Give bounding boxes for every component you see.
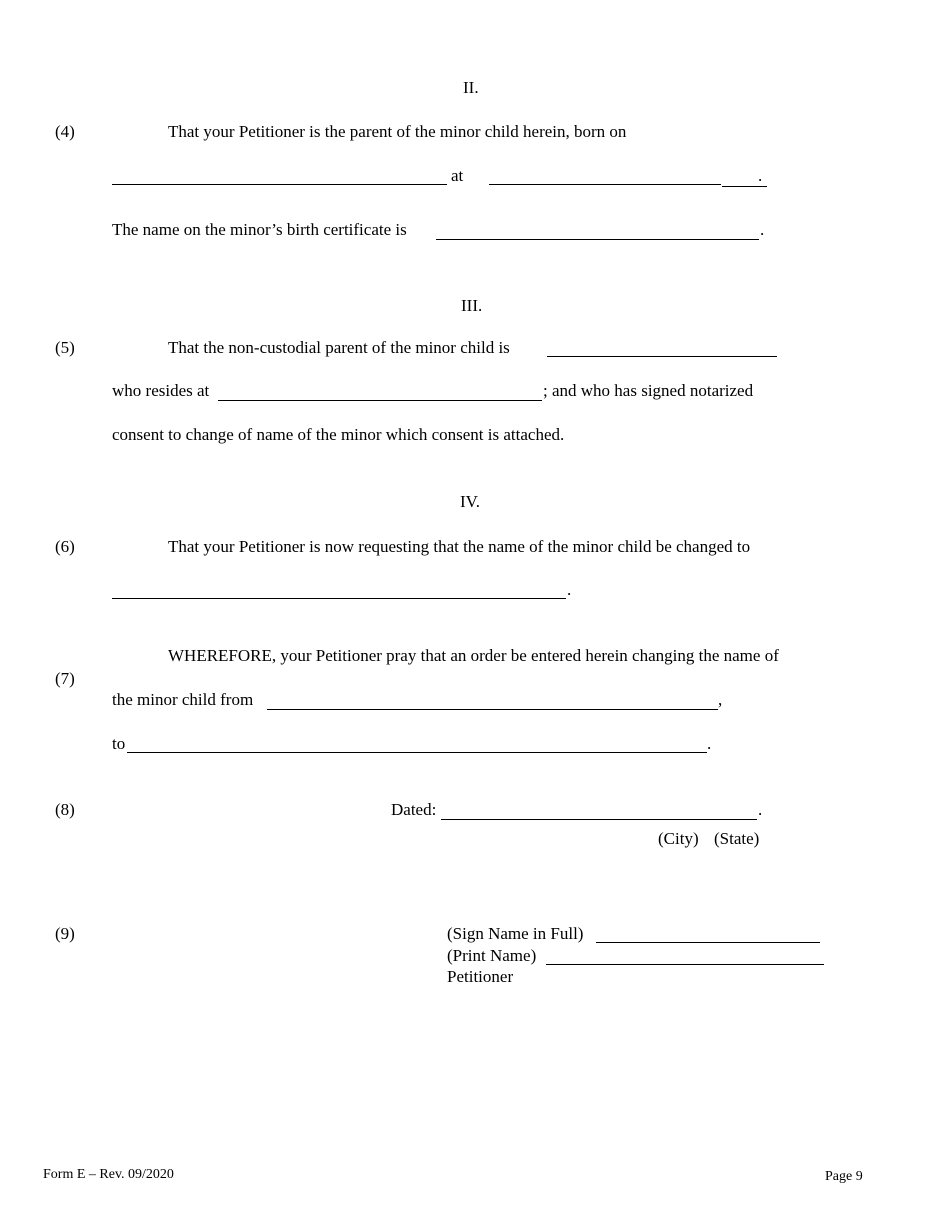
consent-text: consent to change of name of the minor which consent is attached.: [112, 425, 565, 444]
new-name-field[interactable]: [127, 752, 707, 753]
change-to-label: to: [112, 734, 126, 753]
resides-label: who resides at: [112, 381, 210, 400]
change-from-label: the minor child from: [112, 690, 254, 709]
petitioner-label: Petitioner: [447, 967, 514, 986]
new-name-period: .: [707, 734, 712, 753]
paragraph-number-6: (6): [55, 537, 75, 556]
print-name-label: (Print Name): [447, 946, 537, 965]
dated-label: Dated:: [391, 800, 437, 819]
at-label: at: [451, 166, 464, 185]
form-revision: Form E – Rev. 09/2020: [43, 1167, 174, 1182]
paragraph-4-text: That your Petitioner is the parent of the minor child herein, born on: [168, 122, 627, 141]
dated-period: .: [758, 800, 763, 819]
current-name-field[interactable]: [267, 709, 718, 710]
paragraph-7-text: WHEREFORE, your Petitioner pray that an order be entered herein changing the name of: [168, 646, 779, 665]
requested-name-period: .: [567, 580, 572, 599]
paragraph-number-8: (8): [55, 800, 75, 819]
residence-address-field[interactable]: [218, 400, 542, 401]
paragraph-number-9: (9): [55, 924, 75, 943]
section-heading-iv: IV.: [460, 492, 480, 511]
current-name-comma: ,: [718, 690, 723, 709]
birth-certificate-label: The name on the minor’s birth certificate is: [112, 220, 407, 239]
signed-notarized-text: ; and who has signed notarized: [543, 381, 754, 400]
birth-certificate-name-field[interactable]: [436, 239, 759, 240]
page-number: Page 9: [825, 1169, 863, 1184]
city-label: (City): [658, 829, 699, 848]
requested-name-field[interactable]: [112, 598, 566, 599]
birth-place-extension-line: [722, 186, 767, 187]
print-name-field[interactable]: [546, 964, 824, 965]
birth-place-period: .: [758, 166, 763, 185]
paragraph-5-text: That the non-custodial parent of the minor child is: [168, 338, 510, 357]
paragraph-number-4: (4): [55, 122, 75, 141]
birth-place-field[interactable]: [489, 184, 721, 185]
birth-date-field[interactable]: [112, 184, 447, 185]
section-heading-iii: III.: [461, 296, 483, 315]
paragraph-6-text: That your Petitioner is now requesting that the name of the minor child be changed to: [168, 537, 751, 556]
section-heading-ii: II.: [463, 78, 479, 97]
state-label: (State): [714, 829, 760, 848]
birth-certificate-period: .: [760, 220, 765, 239]
sign-name-label: (Sign Name in Full): [447, 924, 584, 943]
non-custodial-parent-field[interactable]: [547, 356, 777, 357]
signature-field[interactable]: [596, 942, 820, 943]
dated-location-field[interactable]: [441, 819, 757, 820]
paragraph-number-7: (7): [55, 669, 75, 688]
paragraph-number-5: (5): [55, 338, 75, 357]
